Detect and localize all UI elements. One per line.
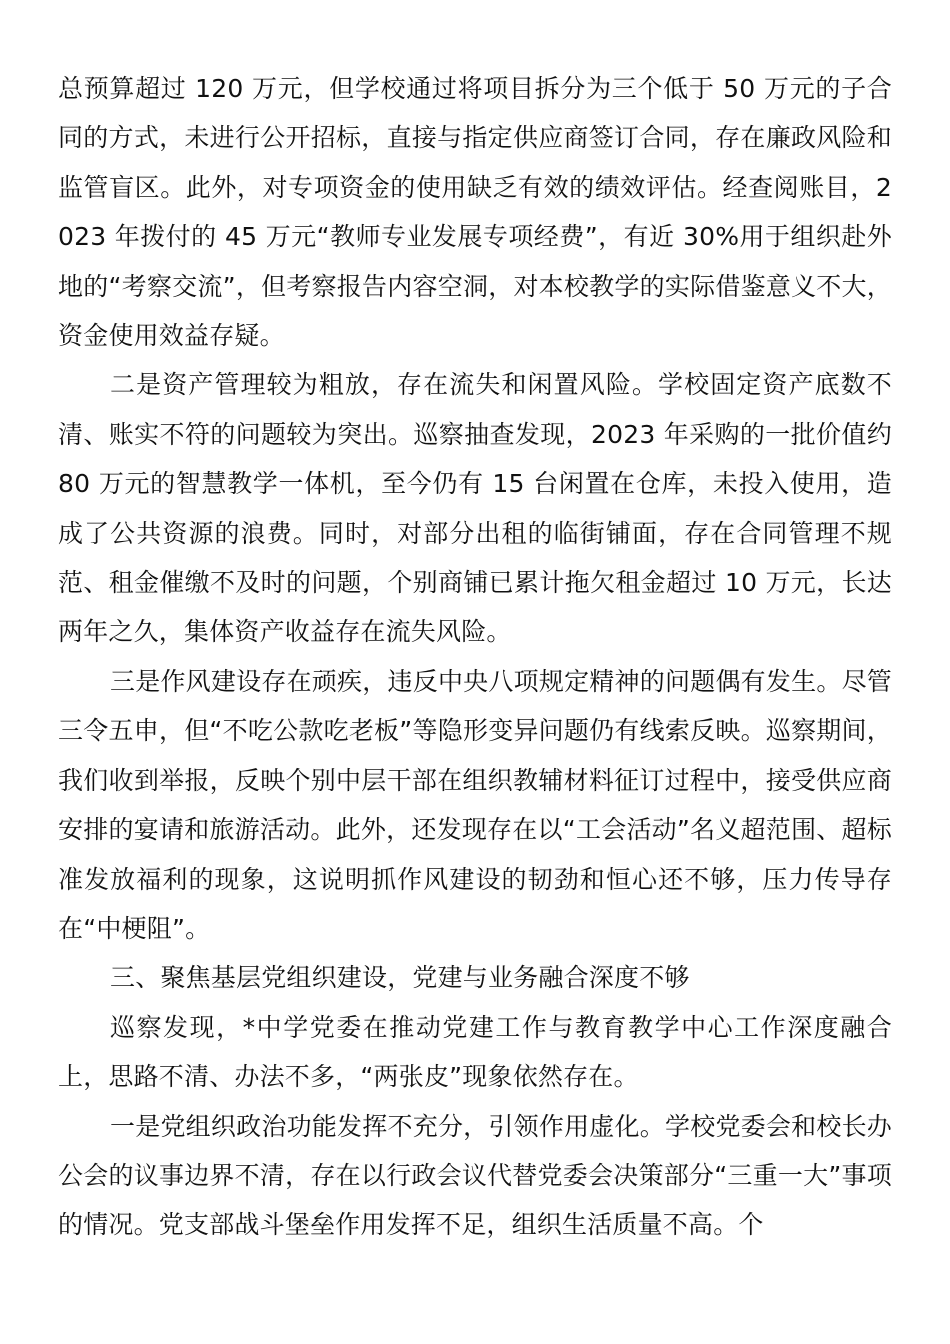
section-heading-party-building: 三、聚焦基层党组织建设，党建与业务融合深度不够 <box>110 963 690 993</box>
paragraph-political-function: 一是党组织政治功能发挥不充分，引领作用虚化。学校党委会和校长办公会的议事边界不清，存在以行政会议代替党委会决策部分“三重一大”事项的情况。党支部战斗堡垒作用发挥不足，组织生活质量不高。个 <box>58 1111 892 1240</box>
paragraph-inspection-finding: 巡察发现，*中学党委在推动党建工作与教育教学中心工作深度融合上，思路不清、办法不多，“两张皮”现象依然存在。 <box>58 1012 892 1092</box>
paragraph-work-style: 三是作风建设存在顽疾，违反中央八项规定精神的问题偶有发生。尽管三令五申，但“不吃公款吃老板”等隐形变异问题仍有线索反映。巡察期间，我们收到举报，反映个别中层干部在组织教辅材料征订过程中，接受供应商安排的宴请和旅游活动。此外，还发现存在以“工会活动”名义超范围、超标准发放福利的现象，这说明抓作风建设的韧劲和恒心还不够，压力传导存在“中梗阻”。 <box>58 666 892 943</box>
document-body <box>58 64 892 1250</box>
paragraph-budget-continued: 总预算超过 120 万元，但学校通过将项目拆分为三个低于 50 万元的子合同的方式，未进行公开招标，直接与指定供应商签订合同，存在廉政风险和监管盲区。此外，对专项资金的使用缺乏有效的绩效评估。经查阅账目，2023 年拨付的 45 万元“教师专业发展专项经费”，有近 30%用于组织赴外地的“考察交流”，但考察报告内容空洞，对本校教学的实际借鉴意义不大，资金使用效益存疑。 <box>58 74 892 351</box>
paragraph-asset-management: 二是资产管理较为粗放，存在流失和闲置风险。学校固定资产底数不清、账实不符的问题较为突出。巡察抽查发现，2023 年采购的一批价值约 80 万元的智慧教学一体机，至今仍有 15 台闲置在仓库，未投入使用，造成了公共资源的浪费。同时，对部分出租的临街铺面，存在合同管理不规范、租金催缴不及时的问题，个别商铺已累计拖欠租金超过 10 万元，长达两年之久，集体资产收益存在流失风险。 <box>58 370 892 647</box>
